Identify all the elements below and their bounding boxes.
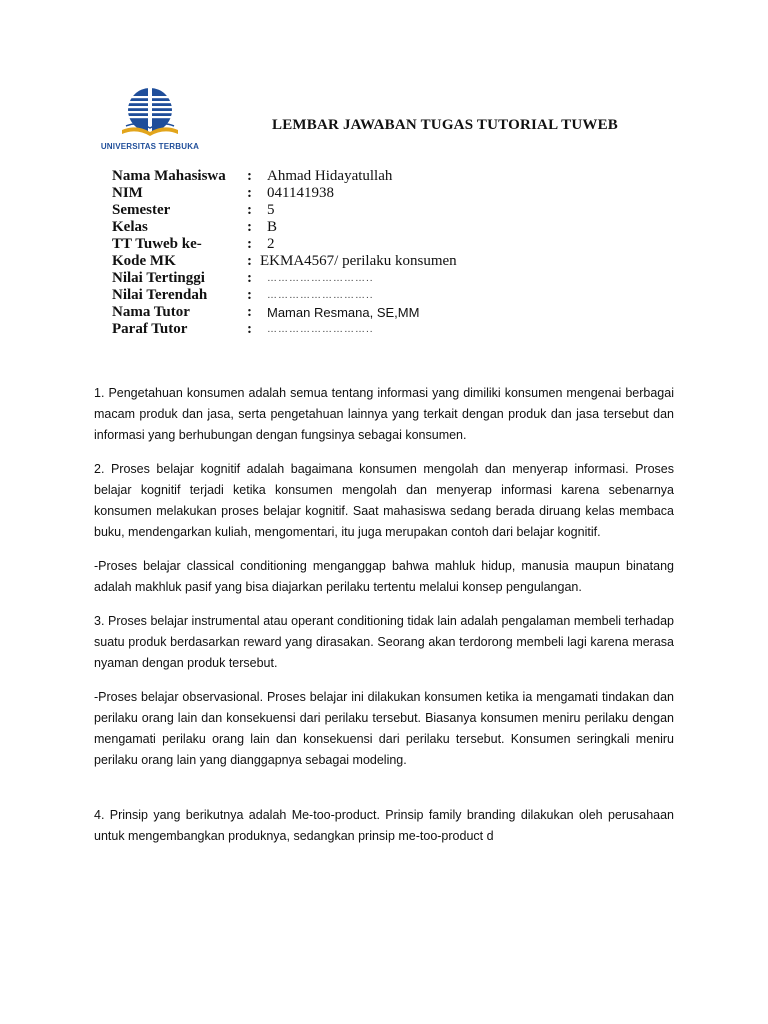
info-row-nilai-terendah — [112, 287, 672, 304]
info-row-tt-tuweb — [112, 236, 672, 253]
info-row-kelas — [112, 219, 672, 236]
info-label: Nama Mahasiswa — [112, 168, 226, 184]
info-colon: : — [247, 219, 252, 235]
info-row-semester — [112, 202, 672, 219]
answer-paragraph: -Proses belajar classical conditioning menganggap bahwa mahluk hidup, manusia maupun binatang adalah makhluk pasif yang bisa diajarkan perilaku tertentu melalui konsep pengulangan. — [94, 559, 674, 594]
info-row-kode-mk — [112, 253, 672, 270]
info-colon: : — [247, 270, 252, 286]
info-colon: : — [247, 168, 252, 184]
info-value: Ahmad Hidayatullah — [267, 168, 393, 184]
info-label: Nilai Terendah — [112, 287, 208, 303]
info-colon: : — [247, 236, 252, 252]
university-logo — [100, 86, 200, 156]
answer-paragraph: 4. Prinsip yang berikutnya adalah Me-too-product. Prinsip family branding dilakukan oleh perusahaan untuk mengembangkan produknya, sedangkan prinsip me-too-product d — [94, 808, 674, 843]
info-value: ……………………….. — [267, 324, 374, 335]
answer-paragraph: -Proses belajar observasional. Proses belajar ini dilakukan konsumen ketika ia mengamati tindakan dan perilaku orang lain dan konsekuensi dari perilaku tersebut. Biasanya konsumen meniru perilaku dengan mengamati perilaku orang lain dan konsekuensi dari perilaku tersebut. Konsumen seringkali meniru perilaku orang lain yang dianggapnya sebagai modeling. — [94, 690, 674, 767]
info-value: EKMA4567/ perilaku konsumen — [260, 253, 457, 269]
info-row-nilai-tertinggi — [112, 270, 672, 287]
document-title: LEMBAR JAWABAN TUGAS TUTORIAL TUWEB — [272, 117, 618, 133]
info-value: Maman Resmana, SE,MM — [267, 305, 420, 320]
info-label: Nilai Tertinggi — [112, 270, 205, 286]
info-colon: : — [247, 253, 252, 269]
info-row-nama-tutor — [112, 304, 672, 321]
answer-body — [94, 383, 674, 860]
info-label: Semester — [112, 202, 171, 218]
info-value: B — [267, 219, 278, 235]
answer-paragraph: 3. Proses belajar instrumental atau operant conditioning tidak lain adalah pengalaman membeli terhadap suatu produk berdasarkan reward yang dirasakan. Seorang akan terdorong membeli lagi karena merasa nyaman dengan produk tersebut. — [94, 614, 674, 670]
info-colon: : — [247, 287, 252, 303]
student-info-table — [112, 168, 672, 338]
info-row-nim — [112, 185, 672, 202]
info-value: 2 — [267, 236, 275, 252]
info-colon: : — [247, 202, 252, 218]
info-value: ……………………….. — [267, 290, 374, 301]
info-label: Nama Tutor — [112, 304, 190, 320]
info-row-paraf-tutor — [112, 321, 672, 338]
answer-paragraph: 2. Proses belajar kognitif adalah bagaimana konsumen mengolah dan menyerap informasi. Proses belajar kognitif terjadi ketika konsumen mengolah dan menyerap informasi karena sebenarnya konsumen melakukan proses belajar kognitif. Saat mahasiswa sedang berada diruang kelas membaca buku, mendengarkan kuliah, mengomentari, itu juga merupakan contoh dari belajar kognitif. — [94, 462, 674, 539]
info-row-nama-mahasiswa — [112, 168, 672, 185]
logo-text: UNIVERSITAS TERBUKA — [100, 142, 200, 151]
info-label: TT Tuweb ke- — [112, 236, 202, 252]
answer-paragraph: 1. Pengetahuan konsumen adalah semua tentang informasi yang dimiliki konsumen mengenai berbagai macam produk dan jasa, serta pengetahuan lainnya yang terkait dengan produk dan jasa tersebut dan informasi yang berhubungan dengan fungsinya sebagai konsumen. — [94, 386, 674, 442]
info-label: Kode MK — [112, 253, 176, 269]
university-emblem-icon — [100, 86, 200, 142]
info-colon: : — [247, 321, 252, 337]
info-label: Paraf Tutor — [112, 321, 188, 337]
info-value: 041141938 — [267, 185, 334, 201]
info-value: 5 — [267, 202, 275, 218]
info-label: Kelas — [112, 219, 148, 235]
info-value: ……………………….. — [267, 273, 374, 284]
info-colon: : — [247, 185, 252, 201]
info-colon: : — [247, 304, 252, 320]
info-label: NIM — [112, 185, 143, 201]
